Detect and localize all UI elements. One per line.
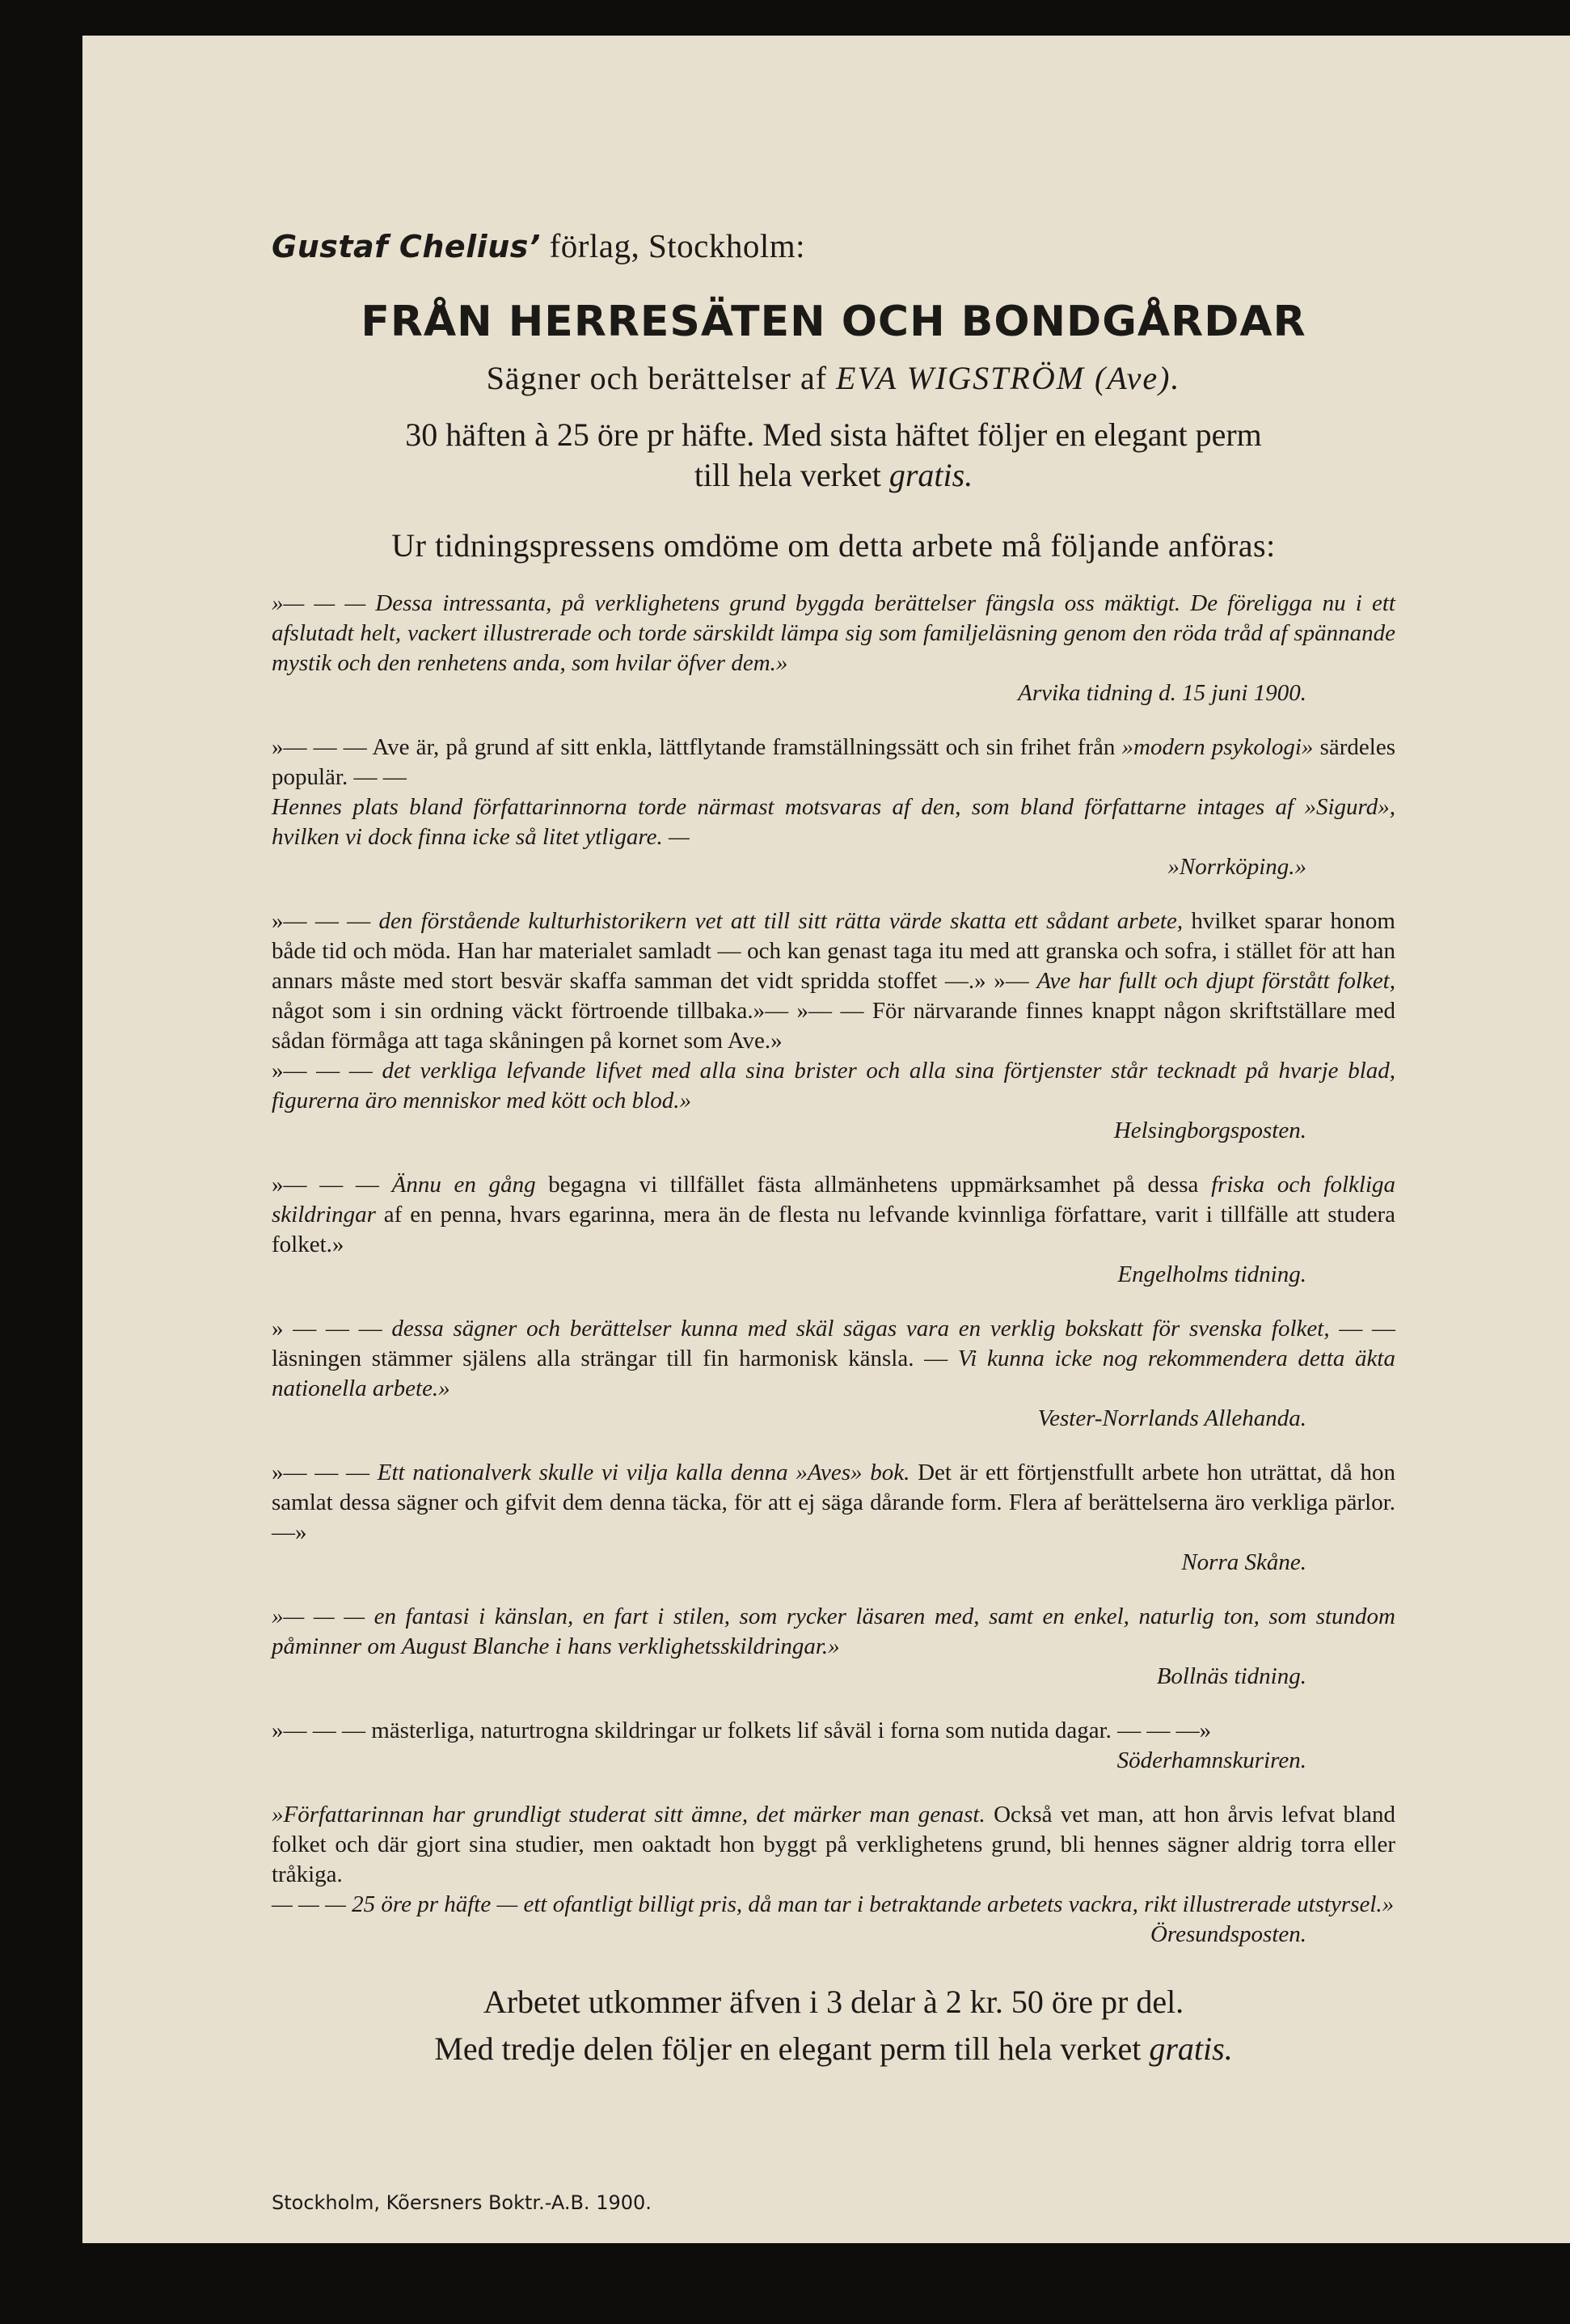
quote-text: något som i sin ordning väckt förtroende tillbaka.»— »— — För närvarande finnes knappt någon skriftställare med sådan förmåga att taga skåningen på kornet som Ave.» [272, 998, 1395, 1054]
quote-emphasis: — — — 25 öre pr häfte — ett ofantligt billigt pris, då man tar i betraktande arbetets vackra, rikt illustrerade utstyrsel.» [272, 1891, 1395, 1917]
quote-emphasis: Ännu en gång [391, 1172, 536, 1198]
offer-line-2 [272, 455, 1395, 496]
closing-line-1: Arbetet utkommer äfven i 3 delar à 2 kr. 50 öre pr del. [483, 1984, 1184, 2020]
press-quote [272, 1800, 1395, 1950]
quote-emphasis: det verkliga lefvande lifvet med alla sina brister och alla sina förtjenster står tecknadt på hvarje blad, figurerna äro menniskor med kött och blod.» [272, 1058, 1396, 1113]
printer-imprint: Stockholm, Kõersners Boktr.-A.B. 1900. [272, 2191, 652, 2214]
press-quote [272, 1170, 1395, 1290]
quote-source: Arvika tidning d. 15 juni 1900. [1018, 680, 1306, 706]
quote-text: » — — — [272, 1316, 392, 1342]
quote-emphasis: friska och folkliga skildringar [272, 1172, 1395, 1227]
publisher-rest: förlag, Stockholm: [540, 227, 806, 264]
quote-emphasis: »modern psykologi» [1121, 734, 1314, 760]
quote-text: — — läsningen stämmer själens alla strängar till fin harmonisk känsla. — [272, 1316, 1396, 1371]
quote-text: af en penna, hvars egarinna, mera än de flesta nu lefvande kvinnliga författare, varit i tillfälle att studera folket.» [272, 1202, 1395, 1257]
quote-text: Också vet man, att hon årvis lefvat bland folket och där gjort sina studier, men oaktadt hon byggt på verklighetens grund, bli hennes sägner aldrig torra eller tråkiga. [272, 1802, 1395, 1887]
quote-source: Vester-Norrlands Allehanda. [1037, 1405, 1306, 1431]
press-quote [272, 1716, 1395, 1776]
press-quote [272, 589, 1395, 708]
quote-text: särdeles populär. — — [272, 734, 1395, 790]
closing-gratis: gratis. [1149, 2030, 1233, 2067]
quote-emphasis: den förstående kulturhistorikern vet att till sitt rätta värde skatta ett sådant arbete, [378, 908, 1184, 934]
book-subtitle [272, 359, 1395, 397]
press-quote [272, 1602, 1395, 1692]
publisher-name: Gustaf Chelius’ [272, 229, 541, 264]
quote-emphasis: »Författarinnan har grundligt studerat sitt ämne, det märker man genast. [272, 1802, 985, 1828]
press-quote [272, 1314, 1395, 1434]
offer-line-2-lead: till hela verket [694, 457, 889, 493]
closing-notice [272, 1979, 1395, 2073]
quote-source: Söderhamnskuriren. [1116, 1747, 1306, 1773]
quote-text: »— — — [272, 1058, 382, 1084]
quote-text: »— — — en fantasi i känslan, en fart i stilen, som rycker läsaren med, samt en enkel, naturlig ton, som stundom påminner om August Blanche i hans verklighetsskildringar.» [272, 1604, 1395, 1659]
press-quote [272, 906, 1395, 1146]
quote-text: »— — — [272, 908, 379, 934]
quote-source: Bollnäs tidning. [1156, 1663, 1306, 1689]
closing-line-2-lead: Med tredje delen följer en elegant perm till hela verket [434, 2030, 1150, 2067]
quote-source: Engelholms tidning. [1117, 1261, 1306, 1287]
quote-text: »— — — [272, 1172, 392, 1198]
quote-source: Norra Skåne. [1181, 1549, 1306, 1575]
quote-source: Helsingborgsposten. [1113, 1118, 1306, 1143]
quote-source: »Norrköping.» [1167, 854, 1306, 880]
subscription-offer [272, 415, 1395, 496]
quote-text: »— — — mästerliga, naturtrogna skildringar ur folkets lif såväl i forna som nutida dagar. — — —» [272, 1718, 1212, 1743]
publisher-line [272, 226, 1395, 265]
quote-text: hvilket sparar honom både tid och möda. Han har materialet samladt — och kan genast taga itu med att granska och sofra, i stället för att han annars måste med stort besvär skaffa samman det vidt spridda stoffet —.» »— [272, 908, 1395, 994]
quote-text: »— — — [272, 1460, 378, 1485]
quote-text: Det är ett förtjenstfullt arbete hon uträttat, då hon samlat dessa sägner och gifvit dem denna täcka, för att ej säga dårande form. Flera af berättelserna äro verkliga pärlor.—» [272, 1460, 1396, 1545]
quote-emphasis: Vi kunna icke nog rekommendera detta äkta nationella arbete.» [272, 1346, 1395, 1401]
subtitle-lead: Sägner och berättelser af [486, 360, 837, 396]
quote-emphasis: dessa sägner och berättelser kunna med skäl sägas vara en verklig bokskatt för svenska folket, [391, 1316, 1330, 1342]
press-quote [272, 733, 1395, 882]
book-title: FRÅN HERRESÄTEN OCH BONDGÅRDAR [361, 298, 1306, 346]
quote-source: Öresundsposten. [1150, 1921, 1306, 1947]
quote-text: »— — — Dessa intressanta, på verklighetens grund byggda berättelser fängsla oss mäktigt. De föreligga nu i ett afslutadt helt, vackert illustrerade och torde särskildt lämpa sig som familjeläsning genom den röda tråd af spännande mystik och den renhetens anda, som hvilar öfver dem.» [272, 590, 1395, 676]
offer-gratis: gratis. [888, 457, 973, 493]
press-intro: Ur tidningspressens omdöme om detta arbete må följande anföras: [391, 527, 1276, 564]
press-quote [272, 1458, 1395, 1578]
closing-line-2 [272, 2026, 1395, 2073]
author-name: EVA WIGSTRÖM (Ave). [836, 360, 1181, 396]
quote-emphasis: Ett nationalverk skulle vi vilja kalla denna »Aves» bok. [377, 1460, 910, 1485]
quote-emphasis: Ave har fullt och djupt förstått folket, [1036, 968, 1395, 994]
offer-line-1: 30 häften à 25 öre pr häfte. Med sista häftet följer en elegant perm [405, 416, 1262, 453]
quote-emphasis: Hennes plats bland författarinnorna torde närmast motsvaras af den, som bland författarne intages af »Sigurd», hvilken vi dock finna icke så litet ytligare. — [272, 794, 1395, 850]
advertisement-body [272, 226, 1395, 2073]
quote-text: »— — — Ave är, på grund af sitt enkla, lättflytande framställningssätt och sin frihet från [272, 734, 1122, 760]
quote-text: begagna vi tillfället fästa allmänhetens uppmärksamhet på dessa [535, 1172, 1212, 1198]
